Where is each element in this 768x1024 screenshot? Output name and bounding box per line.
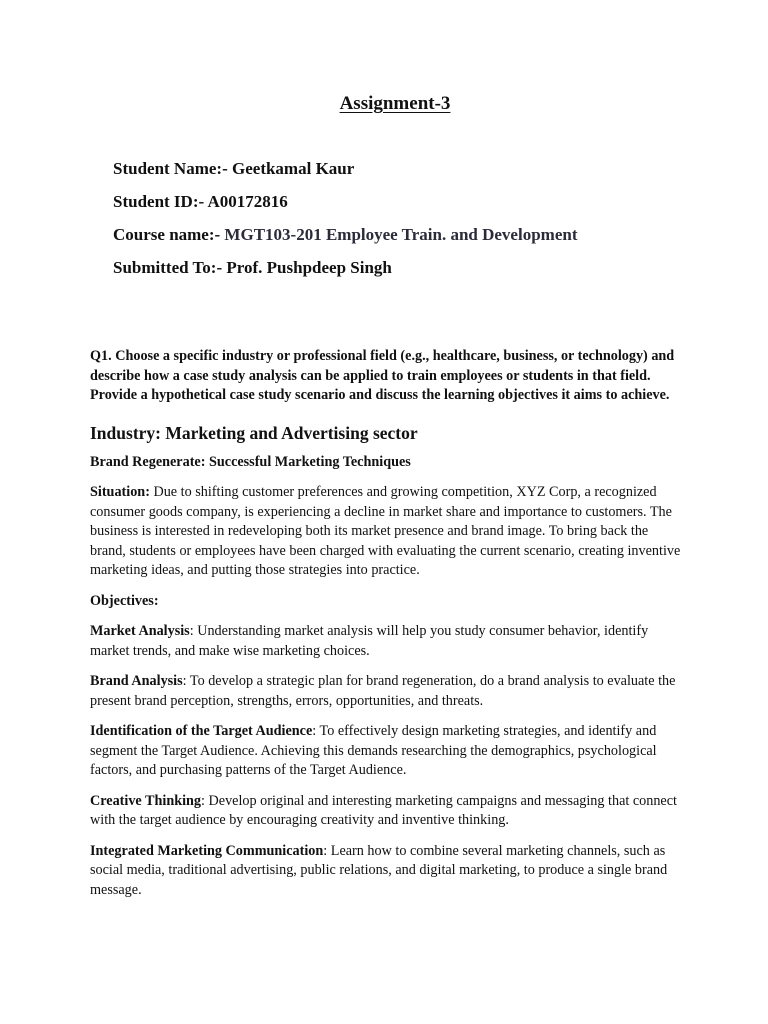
objective-text: : To effectively design marketing strategies, and identify and segment the Target Audience. Achieving this demands researching the demographics, psychological factors, and purchasing patterns of the Target Audience. xyxy=(90,723,657,778)
objective-term: Market Analysis xyxy=(90,623,190,639)
objective-term: Identification of the Target Audience xyxy=(90,723,313,739)
objective-text: : Understanding market analysis will help you study consumer behavior, identify market trends, and make wise marketing choices. xyxy=(90,623,649,659)
document-title: Assignment-3 xyxy=(339,93,451,114)
submitted-to-label: Submitted To:- xyxy=(113,258,223,277)
objective-text: : Learn how to combine several marketing channels, such as social media, traditional advertising, public relations, and digital marketing, to produce a single brand message. xyxy=(90,842,668,898)
student-name-row xyxy=(113,157,577,190)
student-id-value: A00172816 xyxy=(207,192,288,211)
objective-term: Integrated Marketing Communication xyxy=(90,842,324,859)
course-name-value: MGT103-201 Employee Train. and Development xyxy=(224,225,578,244)
objective-term: Brand Analysis xyxy=(90,673,183,689)
objective-item xyxy=(90,672,682,711)
student-name-value: Geetkamal Kaur xyxy=(232,159,355,178)
situation-term: Situation: xyxy=(90,484,150,500)
course-name-label: Course name:- xyxy=(113,225,221,244)
situation-paragraph xyxy=(90,483,682,581)
situation-text: Due to shifting customer preferences and growing competition, XYZ Corp, a recognized consumer goods company, is experiencing a decline in market share and importance to customers. The business is interested in redeveloping both its market presence and brand image. To bring back the brand, students or employees have been charged with evaluating the current scenario, creating inventive marketing ideas, and putting those strategies into practice. xyxy=(90,484,681,578)
objective-item xyxy=(90,722,682,781)
submitted-to-value: Prof. Pushpdeep Singh xyxy=(226,258,392,277)
objective-item xyxy=(90,792,682,831)
student-name-label: Student Name:- xyxy=(113,159,228,178)
objectives-heading: Objectives: xyxy=(90,592,159,609)
question-text: Q1. Choose a specific industry or professional field (e.g., healthcare, business, or technology) and describe how a case study analysis can be applied to train employees or students in that field. Provide a hypothetical case study scenario and discuss the learning objectives it aims to achieve. xyxy=(90,348,675,403)
case-study-title: Brand Regenerate: Successful Marketing Techniques xyxy=(90,453,411,470)
student-id-label: Student ID:- xyxy=(113,192,205,211)
objective-item xyxy=(90,622,682,661)
objective-text: : To develop a strategic plan for brand regeneration, do a brand analysis to evaluate the present brand perception, strengths, errors, opportunities, and threats. xyxy=(90,673,676,709)
objective-text: : Develop original and interesting marketing campaigns and messaging that connect with the target audience by encouraging creativity and inventive thinking. xyxy=(90,792,677,828)
student-id-row xyxy=(113,190,577,223)
objective-term: Creative Thinking xyxy=(90,792,202,809)
student-info-block xyxy=(113,157,577,289)
course-name-row xyxy=(113,223,577,256)
document-body xyxy=(90,347,682,900)
submitted-to-row xyxy=(113,256,577,289)
objective-item xyxy=(90,842,682,901)
industry-heading: Industry: Marketing and Advertising sector xyxy=(90,422,418,443)
